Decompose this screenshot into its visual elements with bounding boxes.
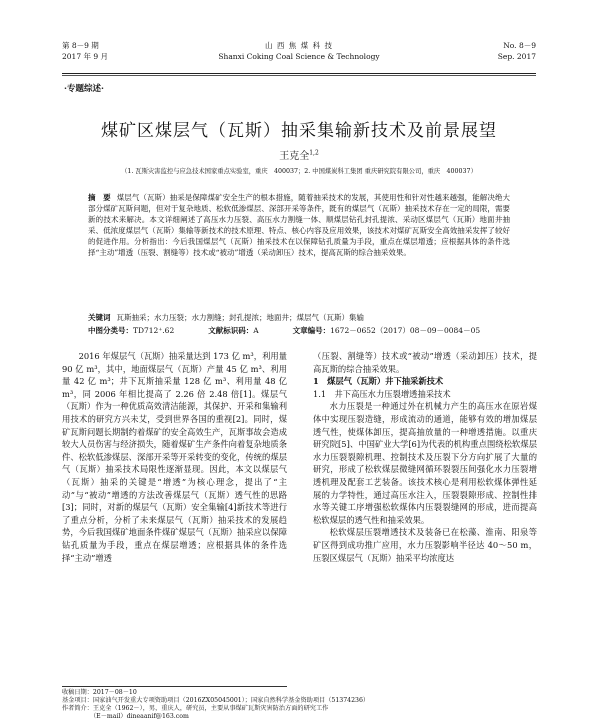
clc-label: 中图分类号： [88,326,133,335]
issue-en: No. 8－9 [503,41,536,50]
abstract-label: 摘 要 [88,193,111,202]
abstract-text: 煤层气（瓦斯）抽采是保障煤矿安全生产的根本措施，随着抽采技术的发展，其使用性和针对性越来越强，能解决绝大部分煤矿瓦斯问题，但对于复杂地质、松软低渗煤层、深部开采等条件，既有的煤层气（瓦斯）抽采技术存在一定的局限，需要新的技术来解决。本文详细阐述了高压水力压裂、高压水力割缝一体、顺煤层钻孔封孔提浓、采动区煤层气（瓦斯）地面井抽采、低浓度煤层气（瓦斯）集输等新技术的技术原理、特点、核心内容及应用效果，该技术对煤矿瓦斯安全高效抽采发挥了较好的促进作用。分析指出：今后我国煤层气（瓦斯）抽采技术在以保障钻孔质量为手段，重点在煤层增透；应根据具体的条件选择“主动”增透（压裂、割缝等）技术或“被动”增透（采动卸压）技术，提高瓦斯的综合抽采效果。 [88,193,511,258]
header-rule [62,73,536,74]
header-right [498,40,536,62]
article-id-label: 文章编号： [292,326,331,335]
journal-cn: 山 西 焦 煤 科 技 [265,41,333,50]
article-id: 1672－0652（2017）08－09－0084－05 [330,326,481,335]
running-header [62,40,536,72]
column-label: ·专题综述· [64,84,104,94]
section-paragraph-2: 松软煤层压裂增透技术及装备已在松藻、淮南、阳泉等矿区得到成功推广应用，水力压裂影响半径达 40～50 m，压裂区煤层气（瓦斯）抽采平均浓度达 [313,527,537,563]
intro-paragraph: 2016 年煤层气（瓦斯）抽采量达到 173 亿 m³，利用量 90 亿 m³，其中，地面煤层气（瓦斯）产量 45 亿 m³、利用量 42 亿 m³；井下瓦斯抽采量 128 亿 m³、利用量 48 亿 m³，同 2006 年相比提高了 2.26 倍 2.48 倍[1]。煤层气（瓦斯）作为一种优质高效清洁能源，其保护、开采和集输利用技术的研究方兴未艾，受到世界各国的重视[2]。同时，煤矿瓦斯问题长期制约着煤矿的安全高效生产，瓦斯事故会造成较大人员伤害与经济损失，随着煤矿生产条件向着复杂地质条件、松软低渗煤层、深部开采等开采转变的变化，传统的煤层气（瓦斯）抽采技术局限性逐渐显现。因此，本文以煤层气（瓦斯）抽采的关键是“增透”为核心理念，提出了“主动”与“被动”增透的方法改善煤层气（瓦斯）透气性的思路[3]；同时，对新的煤层气（瓦斯）安全集输[4]新技术等进行了重点分析，分析了未来煤层气（瓦斯）抽采技术的发展趋势，今后我国煤矿地面条件煤矿煤层气（瓦斯）抽采应以保障钻孔质量为手段，重点在煤层增透；应根据具体的条件选择“主动”增透 [62,351,287,563]
classification-line [88,325,510,336]
keywords-label: 关键词 [88,313,111,322]
paper-title: 煤矿区煤层气（瓦斯）抽采集输新技术及前景展望 [101,121,497,141]
header-rule-thin [62,75,536,76]
affiliation: （1. 瓦斯灾害监控与应急技术国家重点实验室，重庆 400037；2. 中国煤炭科工集团 重庆研究院有限公司，重庆 400037） [121,168,477,175]
section-heading-1: 1 煤层气（瓦斯）井下抽采新技术 [313,376,444,387]
intro-continuation: （压裂、割缝等）技术或“被动”增透（采动卸压）技术，提高瓦斯的综合抽采效果。 [313,351,537,374]
footnote-bio: 作者简介：王克全（1962－），男，重庆人，研究员，主要从事煤矿瓦斯灾害防治方面的研究工作 [62,705,329,712]
keywords-text: 瓦斯抽采；水力压裂；水力割缝；封孔提浓；地面井；煤层气（瓦斯）集输 [116,313,364,322]
author-name: 王克全 [279,151,310,162]
author-line [62,147,536,162]
footnote-received: 收稿日期：2017－08－10 [62,689,137,696]
doc-label: 文献标识码： [208,326,254,335]
journal-en: Shanxi Coking Coal Science & Technology [218,52,380,61]
date-en: Sep. 2017 [497,52,536,61]
footnote [62,689,536,721]
issue-cn: 第 8－9 期 [62,41,99,50]
keywords [88,312,510,323]
abstract [88,192,510,259]
header-center [62,40,536,62]
clc-code: TD712⁺.62 [133,326,175,335]
body-left-column [62,350,287,564]
footnote-email: （E－mail）dineaanif@163.com [90,713,189,720]
author-sup: 1,2 [309,149,319,157]
doc-code: A [253,326,259,335]
body-right-column [313,350,537,564]
footnote-fund: 基金项目：国家油气开发重大专项资助项目（2016ZX05045001）；国家自然科学基金资助项目（51374236） [62,697,370,704]
section-heading-1-1: 1.1 井下高压水力压裂增透抽采技术 [313,388,451,399]
date-cn: 2017 年 9 月 [62,52,109,61]
footnote-rule [62,686,287,687]
section-paragraph-1: 水力压裂是一种通过外在机械力产生的高压水在原岩煤体中实现压裂造缝，形成流动的通道，能够有效的增加煤层透气性，使煤体卸压，提高抽放量的一种增透措施。以重庆研究院[5]、中国矿业大学[6]为代表的机构重点围绕松软煤层水力压裂裂隙机理、控制技术及压裂下分方向扩展了大量的研究，形成了松软煤层微缝网循环裂裂压间强化水力压裂增透机理及配套工艺装备。该技术核心是利用松软煤体弹性延展的力学特性，通过高压水注入，压裂裂隙形成、控制性排水等关键工序增强松软煤体内压裂裂缝网的形成，进而提高松软煤层的透气性和抽采效果。 [313,401,537,525]
